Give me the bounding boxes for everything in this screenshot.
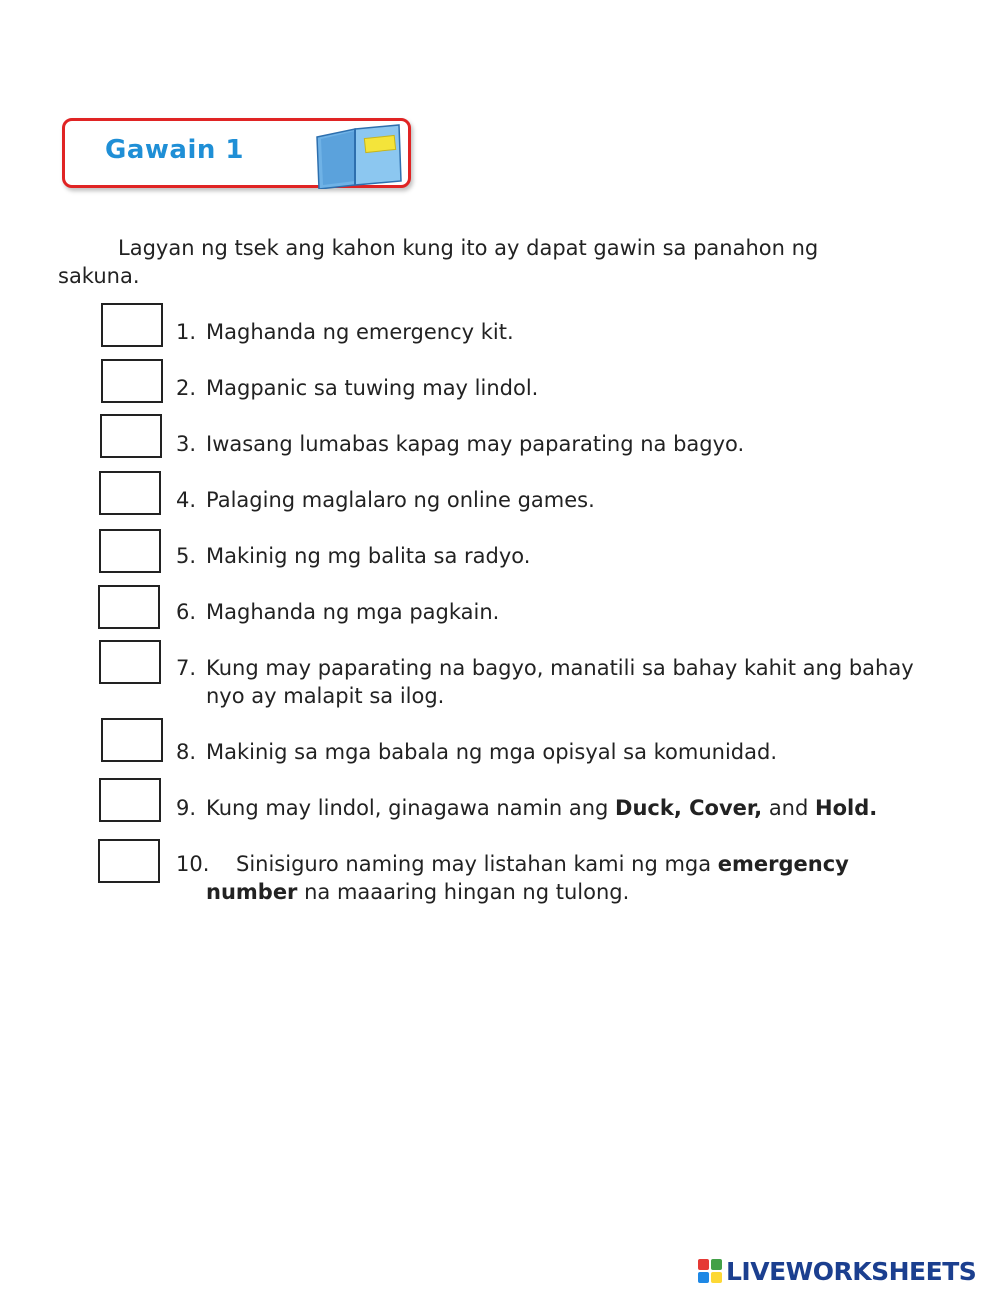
logo-text: LIVEWORKSHEETS [726,1256,977,1286]
list-item-10 [176,850,916,906]
book-icon [311,123,409,189]
item-number: 8. [176,740,197,764]
checkbox-item-2[interactable] [101,359,163,403]
list-item-1 [176,318,916,346]
list-item-9 [176,794,916,822]
checkbox-item-3[interactable] [100,414,162,458]
logo-tiles-icon [698,1259,722,1283]
item-number: 5. [176,544,197,568]
checkbox-item-10[interactable] [98,839,160,883]
list-item-7 [176,654,916,710]
item-number: 2. [176,376,197,400]
liveworksheets-logo [698,1254,976,1288]
list-item-4 [176,486,916,514]
item-text: Iwasang lumabas kapag may paparating na bagyo. [206,432,745,456]
item-text: Makinig sa mga babala ng mga opisyal sa komunidad. [206,740,777,764]
item-text: Magpanic sa tuwing may lindol. [206,376,539,400]
item-text: Kung may paparating na bagyo, manatili sa bahay kahit ang bahay nyo ay malapit sa ilog. [206,656,914,708]
activity-header [62,118,411,188]
item-number: 4. [176,488,197,512]
item-text: Maghanda ng emergency kit. [206,320,514,344]
item-number: 10. [176,852,210,876]
item-number: 9. [176,796,197,820]
item-number: 3. [176,432,197,456]
instructions-text: Lagyan ng tsek ang kahon kung ito ay dapat gawin sa panahon ng sakuna. [58,236,819,288]
item-text: Makinig ng mg balita sa radyo. [206,544,531,568]
item-number: 1. [176,320,197,344]
checkbox-item-6[interactable] [98,585,160,629]
item-number: 6. [176,600,197,624]
checkbox-item-5[interactable] [99,529,161,573]
list-item-2 [176,374,916,402]
list-item-6 [176,598,916,626]
item-text: Sinisiguro naming may listahan kami ng mga emergency number na maaaring hingan ng tulong. [206,852,849,904]
item-text: Palaging maglalaro ng online games. [206,488,595,512]
item-text: Kung may lindol, ginagawa namin ang Duck, Cover, and Hold. [206,796,878,820]
list-item-5 [176,542,916,570]
item-number: 7. [176,656,197,680]
checkbox-item-7[interactable] [99,640,161,684]
checkbox-item-8[interactable] [101,718,163,762]
activity-title: Gawain 1 [105,135,245,165]
item-text: Maghanda ng mga pagkain. [206,600,500,624]
checkbox-item-9[interactable] [99,778,161,822]
list-item-8 [176,738,916,766]
checkbox-item-4[interactable] [99,471,161,515]
list-item-3 [176,430,916,458]
checkbox-item-1[interactable] [101,303,163,347]
